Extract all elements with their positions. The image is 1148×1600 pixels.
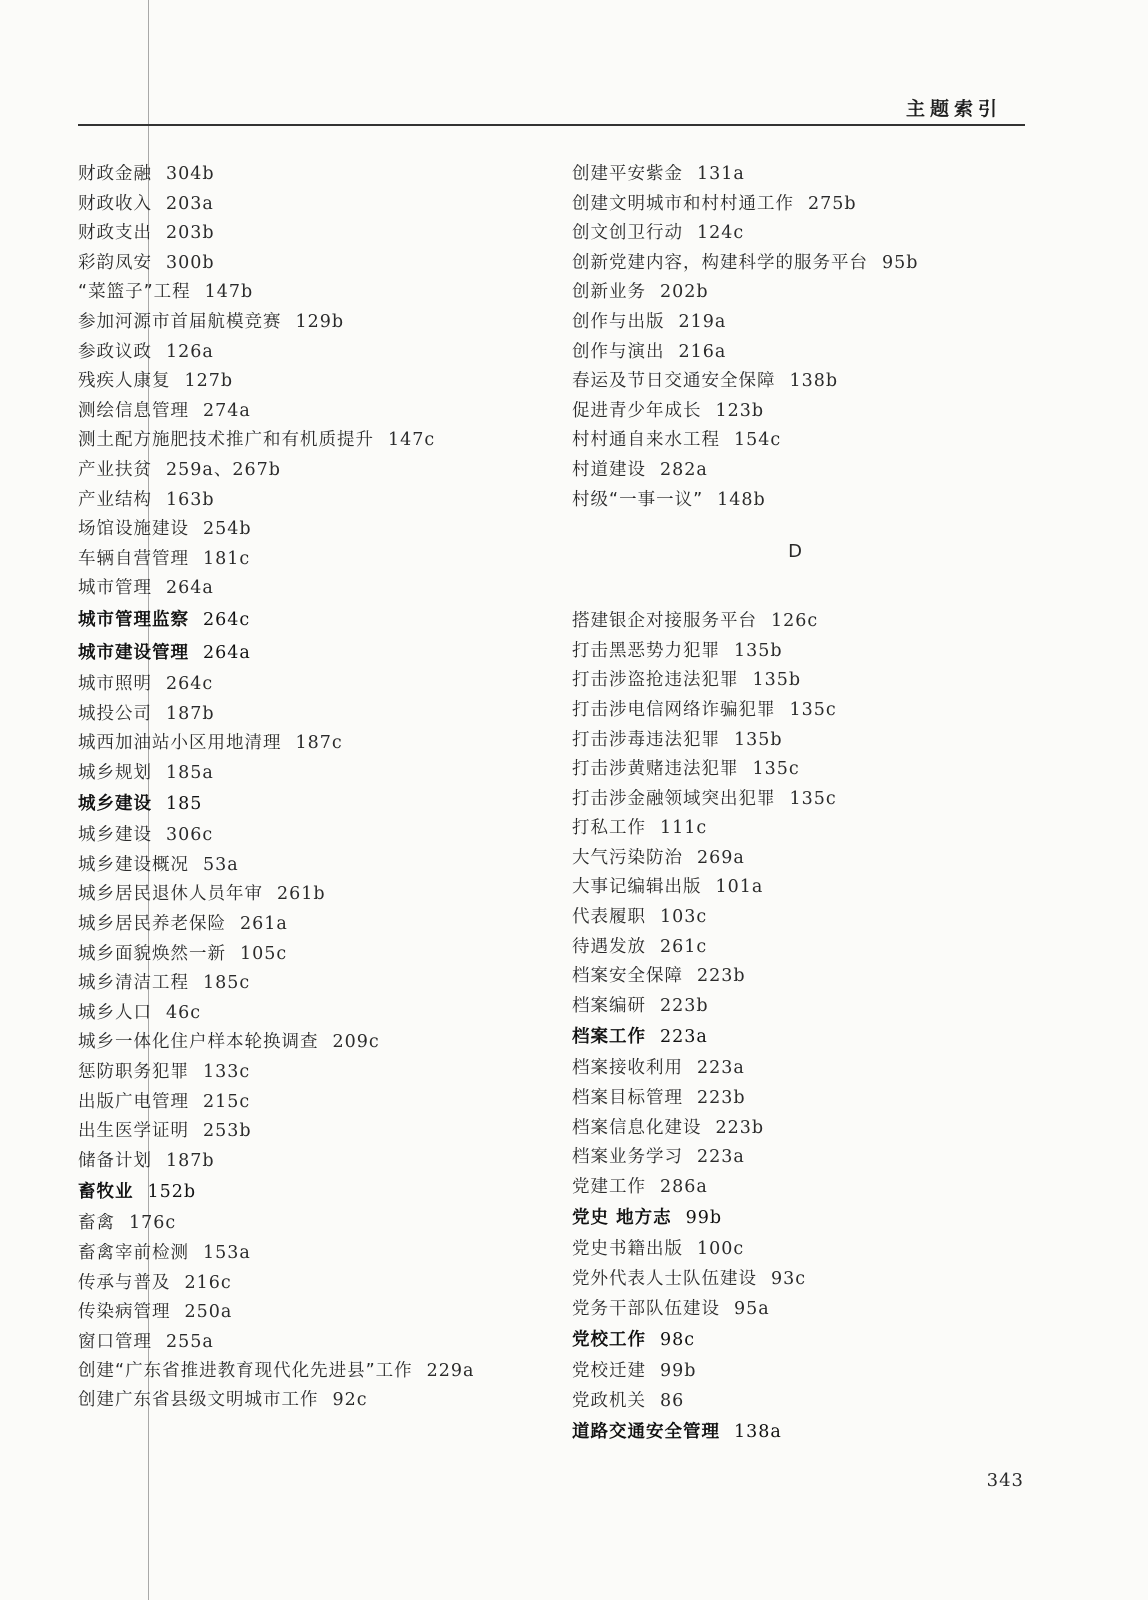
index-term: 城乡建设概况	[78, 854, 189, 875]
index-page-ref: 223b	[660, 995, 709, 1016]
index-page-ref: 185a	[166, 762, 214, 783]
index-page-ref: 187b	[166, 703, 215, 724]
index-entry	[572, 249, 1042, 279]
index-page-ref: 135b	[752, 670, 802, 691]
index-entry	[572, 1324, 1042, 1357]
index-entry	[78, 1088, 548, 1118]
index-entry	[78, 1239, 548, 1269]
index-entry	[572, 1416, 1042, 1449]
index-page-ref: 219a	[678, 311, 727, 332]
index-entry	[78, 160, 548, 190]
index-page-ref: 223a	[660, 1027, 708, 1048]
index-entry	[572, 844, 1042, 874]
index-group-d	[572, 607, 1042, 1449]
index-page-ref: 135c	[752, 759, 800, 780]
index-page-ref: 124c	[697, 223, 745, 244]
index-entry	[78, 278, 548, 308]
index-term: 场馆设施建设	[78, 519, 189, 540]
index-page-ref: 264a	[203, 642, 251, 663]
index-term: 彩韵凤安	[78, 252, 152, 273]
index-term: 创作与演出	[572, 341, 665, 362]
index-page-ref: 148b	[717, 489, 766, 510]
index-entry	[78, 604, 548, 637]
index-term: 党务干部队伍建设	[572, 1298, 720, 1319]
index-entry	[78, 1117, 548, 1147]
index-entry	[78, 670, 548, 700]
index-page-ref: 209c	[332, 1032, 380, 1053]
index-entry	[78, 999, 548, 1029]
index-entry	[572, 190, 1042, 220]
index-entry	[78, 821, 548, 851]
index-entry	[572, 873, 1042, 903]
index-term: 参加河源市首届航模竞赛	[78, 311, 282, 332]
section-letter-heading: D	[788, 541, 802, 563]
index-entry	[572, 696, 1042, 726]
index-entry	[78, 545, 548, 575]
index-page-ref: 203b	[166, 223, 215, 244]
index-page-ref: 306c	[166, 825, 214, 846]
index-page-ref: 138b	[789, 371, 839, 392]
index-page-ref: 216c	[184, 1272, 232, 1293]
index-page-ref: 185	[166, 794, 203, 815]
page-number: 343	[986, 1470, 1024, 1491]
index-entry	[78, 426, 548, 456]
index-entry	[572, 814, 1042, 844]
index-term: 城乡人口	[78, 1002, 152, 1023]
index-entry	[572, 1021, 1042, 1054]
index-page-ref: 203a	[166, 193, 214, 214]
index-term: 测绘信息管理	[78, 400, 189, 421]
index-page-ref: 264c	[203, 609, 251, 630]
index-term: 残疾人康复	[78, 371, 171, 392]
index-page-ref: 138a	[734, 1422, 782, 1443]
index-entry	[78, 759, 548, 789]
index-page-ref: 131a	[697, 164, 745, 184]
index-page-ref: 216a	[678, 341, 727, 362]
index-entry	[572, 1387, 1042, 1417]
index-entry	[78, 1209, 548, 1239]
index-term: 财政金融	[78, 164, 152, 184]
index-page-ref: 126c	[771, 611, 819, 632]
index-entry	[572, 1202, 1042, 1235]
index-term: 传染病管理	[78, 1302, 171, 1323]
index-term: 创新业务	[572, 282, 646, 303]
index-entry	[78, 969, 548, 999]
index-term: 城市建设管理	[78, 642, 189, 663]
index-term: 城市管理	[78, 578, 152, 599]
index-group-c-continued	[572, 160, 1042, 515]
index-page-ref: 126a	[166, 341, 214, 362]
index-page-ref: 46c	[166, 1002, 202, 1023]
index-page-ref: 147c	[388, 430, 436, 451]
index-entry	[78, 1028, 548, 1058]
index-term: 参政议政	[78, 341, 152, 362]
index-term: “菜篮子”工程	[78, 282, 191, 303]
index-entry	[572, 992, 1042, 1022]
index-page-ref: 223b	[715, 1117, 765, 1138]
index-term: 创文创卫行动	[572, 223, 683, 244]
index-page-ref: 92c	[332, 1390, 368, 1411]
index-entry	[78, 397, 548, 427]
index-entry	[572, 1357, 1042, 1387]
index-term: 档案信息化建设	[572, 1117, 702, 1138]
index-entry	[78, 219, 548, 249]
index-page-ref: 264a	[166, 578, 214, 599]
index-entry	[78, 910, 548, 940]
index-page-ref: 300b	[166, 252, 215, 273]
index-page-ref: 254b	[203, 519, 252, 540]
index-entry	[572, 637, 1042, 667]
index-term: 村道建设	[572, 459, 646, 480]
index-page-ref: 99b	[685, 1208, 723, 1229]
index-term: 党史书籍出版	[572, 1239, 683, 1260]
index-entry	[78, 1328, 548, 1358]
index-term: 城西加油站小区用地清理	[78, 733, 282, 754]
index-page-ref: 127b	[184, 371, 234, 392]
index-entry	[78, 851, 548, 881]
index-page-ref: 154c	[734, 430, 782, 451]
index-page-ref: 261c	[660, 936, 708, 957]
index-term: 打击涉电信网络诈骗犯罪	[572, 699, 776, 720]
index-term: 城乡清洁工程	[78, 973, 189, 994]
index-page-ref: 95a	[734, 1298, 770, 1319]
index-term: 城市管理监察	[78, 609, 189, 630]
running-header-title: 主题索引	[905, 98, 1002, 120]
index-term: 搭建银企对接服务平台	[572, 611, 757, 632]
index-term: 打私工作	[572, 818, 646, 839]
index-term: 档案编研	[572, 995, 646, 1016]
index-term: 城乡规划	[78, 762, 152, 783]
index-term: 城乡建设	[78, 825, 152, 846]
index-term: 出版广电管理	[78, 1091, 189, 1112]
index-term: 党外代表人士队伍建设	[572, 1269, 757, 1289]
index-entry	[572, 666, 1042, 696]
index-page-ref: 103c	[660, 907, 708, 928]
index-term: 畜禽宰前检测	[78, 1243, 189, 1263]
index-page-ref: 135c	[789, 788, 837, 809]
index-term: 城乡居民退休人员年审	[78, 884, 263, 905]
index-page-ref: 153a	[203, 1243, 251, 1263]
index-entry	[572, 160, 1042, 190]
index-column-left	[78, 160, 548, 1416]
index-term: 党建工作	[572, 1176, 646, 1197]
index-entry	[572, 338, 1042, 368]
index-entry	[572, 219, 1042, 249]
index-page-ref: 223a	[697, 1147, 745, 1168]
index-entry	[78, 308, 548, 338]
index-entry	[572, 755, 1042, 785]
index-term: 财政收入	[78, 193, 152, 214]
index-term: 创新党建内容，构建科学的服务平台	[572, 252, 868, 273]
index-entry	[572, 397, 1042, 427]
index-page-ref: 223b	[697, 966, 746, 987]
index-entry	[78, 940, 548, 970]
index-term: 窗口管理	[78, 1331, 152, 1352]
index-entry	[572, 1114, 1042, 1144]
index-term: 储备计划	[78, 1150, 152, 1171]
index-term: 畜禽	[78, 1213, 115, 1234]
index-term: 档案安全保障	[572, 966, 683, 987]
index-page-ref: 53a	[203, 854, 239, 875]
index-term: 城市照明	[78, 673, 152, 694]
index-term: 测土配方施肥技术推广和有机质提升	[78, 430, 374, 451]
index-page-ref: 181c	[203, 548, 251, 569]
index-term: 代表履职	[572, 907, 646, 928]
index-term: 车辆自营管理	[78, 548, 189, 569]
index-entry	[78, 574, 548, 604]
index-entry	[572, 308, 1042, 338]
index-entry	[572, 726, 1042, 756]
index-page-ref: 202b	[660, 282, 709, 303]
index-term: 打击涉盗抢违法犯罪	[572, 670, 739, 691]
index-entry	[78, 367, 548, 397]
index-term: 产业扶贫	[78, 459, 152, 480]
index-entry	[572, 785, 1042, 815]
index-page-ref: 99b	[660, 1361, 697, 1382]
index-page-ref: 282a	[660, 459, 708, 480]
index-entry	[78, 729, 548, 759]
index-page-ref: 275b	[808, 193, 857, 214]
index-entry	[572, 1173, 1042, 1203]
index-page-ref: 98c	[660, 1330, 696, 1351]
index-term: 党校工作	[572, 1330, 646, 1351]
index-term: 打击涉毒违法犯罪	[572, 729, 720, 750]
index-page-ref: 176c	[129, 1213, 177, 1234]
index-entry	[78, 1298, 548, 1328]
index-entry	[78, 1357, 548, 1386]
index-entry	[572, 426, 1042, 456]
index-entry	[78, 1058, 548, 1088]
index-term: 传承与普及	[78, 1272, 171, 1293]
index-term: 创作与出版	[572, 311, 665, 332]
index-term: 档案业务学习	[572, 1147, 683, 1168]
index-term: 城乡建设	[78, 794, 152, 815]
index-page-ref: 135b	[734, 729, 783, 750]
index-term: 春运及节日交通安全保障	[572, 371, 776, 392]
index-term: 待遇发放	[572, 936, 646, 957]
index-page-ref: 100c	[697, 1239, 745, 1260]
index-term: 党校迁建	[572, 1361, 646, 1382]
index-page-ref: 152b	[147, 1182, 197, 1203]
index-page-ref: 223b	[697, 1088, 746, 1109]
index-term: 财政支出	[78, 223, 152, 244]
index-entry	[78, 486, 548, 516]
index-page-ref: 135b	[734, 640, 783, 661]
index-page-ref: 229a	[426, 1361, 475, 1382]
index-entry	[572, 456, 1042, 486]
index-term: 创建文明城市和村村通工作	[572, 193, 794, 214]
index-term: 打击黑恶势力犯罪	[572, 640, 720, 661]
index-page-ref: 129b	[295, 311, 345, 332]
index-page-ref: 250a	[184, 1302, 233, 1323]
index-term: 党政机关	[572, 1390, 646, 1411]
index-entry	[78, 637, 548, 670]
index-page-ref: 264c	[166, 673, 214, 694]
index-entry	[78, 1269, 548, 1299]
index-entry	[78, 700, 548, 730]
index-page-ref: 185c	[203, 973, 251, 994]
index-entry	[572, 486, 1042, 516]
index-term: 创建“广东省推进教育现代化先进县”工作	[78, 1361, 413, 1382]
index-page-ref: 105c	[240, 943, 288, 964]
index-page-ref: 123b	[715, 400, 765, 421]
index-term: 道路交通安全管理	[572, 1422, 720, 1443]
index-page-ref: 259a、267b	[166, 459, 281, 480]
index-entry	[572, 607, 1042, 637]
index-term: 城投公司	[78, 703, 152, 724]
index-term: 城乡居民养老保险	[78, 914, 226, 935]
index-entry	[78, 456, 548, 486]
index-term: 打击涉黄赌违法犯罪	[572, 759, 739, 780]
index-page-ref: 86	[660, 1390, 685, 1411]
index-page-ref: 101a	[715, 877, 764, 898]
index-entry	[572, 1143, 1042, 1173]
index-page-ref: 223a	[697, 1058, 745, 1079]
index-page-ref: 187b	[166, 1150, 215, 1171]
index-term: 惩防职务犯罪	[78, 1062, 189, 1083]
header-rule	[78, 124, 1025, 126]
index-entry	[572, 962, 1042, 992]
index-entry	[572, 903, 1042, 933]
index-term: 大气污染防治	[572, 847, 683, 868]
index-page-ref: 147b	[204, 282, 254, 303]
index-page-ref: 135c	[789, 699, 837, 720]
index-entry	[78, 249, 548, 279]
index-entry	[572, 367, 1042, 397]
index-term: 大事记编辑出版	[572, 877, 702, 898]
index-column-right	[572, 160, 1042, 1449]
index-entry	[572, 933, 1042, 963]
index-term: 促进青少年成长	[572, 400, 702, 421]
index-page-ref: 187c	[295, 733, 343, 754]
index-page-ref: 261a	[240, 914, 288, 935]
index-term: 创建广东省县级文明城市工作	[78, 1390, 319, 1411]
index-entry	[572, 1084, 1042, 1114]
index-page-ref: 253b	[203, 1121, 252, 1142]
index-term: 产业结构	[78, 489, 152, 510]
index-term: 创建平安紫金	[572, 164, 683, 184]
index-term: 城乡一体化住户样本轮换调查	[78, 1032, 319, 1053]
index-entry	[78, 880, 548, 910]
index-term: 城乡面貌焕然一新	[78, 943, 226, 964]
index-page-ref: 111c	[660, 818, 708, 839]
index-entry	[78, 338, 548, 368]
index-page-ref: 286a	[660, 1176, 708, 1197]
index-entry	[78, 788, 548, 821]
index-term: 党史 地方志	[572, 1208, 672, 1229]
index-entry	[572, 1235, 1042, 1265]
index-entry	[572, 1265, 1042, 1295]
index-entry	[78, 1147, 548, 1177]
index-entry	[78, 1386, 548, 1416]
index-term: 村村通自来水工程	[572, 430, 720, 451]
index-entry	[572, 1295, 1042, 1325]
index-page-ref: 261b	[277, 884, 326, 905]
index-entry	[78, 1176, 548, 1209]
index-term: 档案接收利用	[572, 1058, 683, 1079]
index-term: 打击涉金融领域突出犯罪	[572, 788, 776, 809]
index-entry	[78, 190, 548, 220]
index-page-ref: 304b	[166, 164, 215, 184]
index-page-ref: 269a	[697, 847, 745, 868]
index-term: 档案目标管理	[572, 1088, 683, 1109]
index-entry	[78, 515, 548, 545]
index-page-ref: 93c	[771, 1269, 807, 1289]
index-page-ref: 215c	[203, 1091, 251, 1112]
index-page-ref: 95b	[882, 252, 919, 273]
index-term: 档案工作	[572, 1027, 646, 1048]
index-entry	[572, 1054, 1042, 1084]
index-term: 村级“一事一议”	[572, 489, 704, 510]
index-page-ref: 274a	[203, 400, 251, 421]
index-term: 出生医学证明	[78, 1121, 189, 1142]
index-page-ref: 163b	[166, 489, 215, 510]
index-term: 畜牧业	[78, 1182, 134, 1203]
index-page-ref: 255a	[166, 1331, 214, 1352]
index-entry	[572, 278, 1042, 308]
index-page-ref: 133c	[203, 1062, 251, 1083]
